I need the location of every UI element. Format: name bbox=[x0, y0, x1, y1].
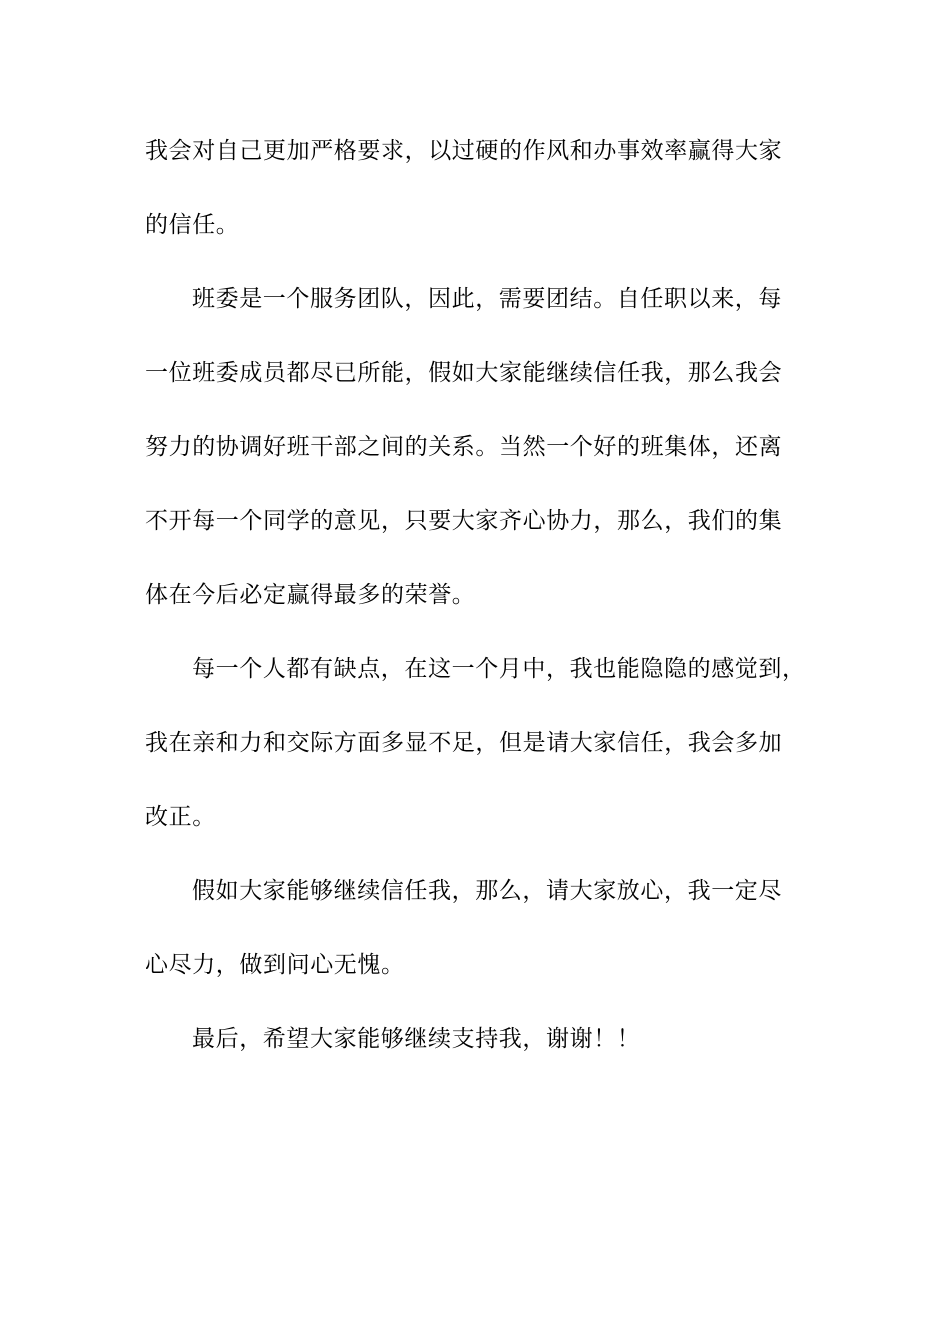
text-line-10: 改正。 bbox=[145, 804, 216, 830]
text-line-9: 我在亲和力和交际方面多显不足，但是请大家信任，我会多加 bbox=[145, 730, 783, 756]
text-line-3: 班委是一个服务团队，因此，需要团结。自任职以来，每 bbox=[192, 286, 782, 312]
text-line-2: 的信任。 bbox=[145, 212, 240, 238]
text-line-1: 我会对自己更加严格要求，以过硬的作风和办事效率赢得大家 bbox=[145, 138, 783, 164]
text-line-12: 心尽力，做到问心无愧。 bbox=[145, 952, 405, 978]
text-line-5: 努力的协调好班干部之间的关系。当然一个好的班集体，还离 bbox=[145, 434, 783, 460]
text-line-8: 每一个人都有缺点，在这一个月中，我也能隐隐的感觉到， bbox=[192, 656, 806, 682]
text-line-13: 最后，希望大家能够继续支持我，谢谢！！ bbox=[192, 1026, 641, 1052]
text-line-6: 不开每一个同学的意见，只要大家齐心协力，那么，我们的集 bbox=[145, 508, 783, 534]
text-line-11: 假如大家能够继续信任我，那么，请大家放心，我一定尽 bbox=[192, 878, 782, 904]
text-line-7: 体在今后必定赢得最多的荣誉。 bbox=[145, 582, 476, 608]
text-line-4: 一位班委成员都尽已所能，假如大家能继续信任我，那么我会 bbox=[145, 360, 783, 386]
